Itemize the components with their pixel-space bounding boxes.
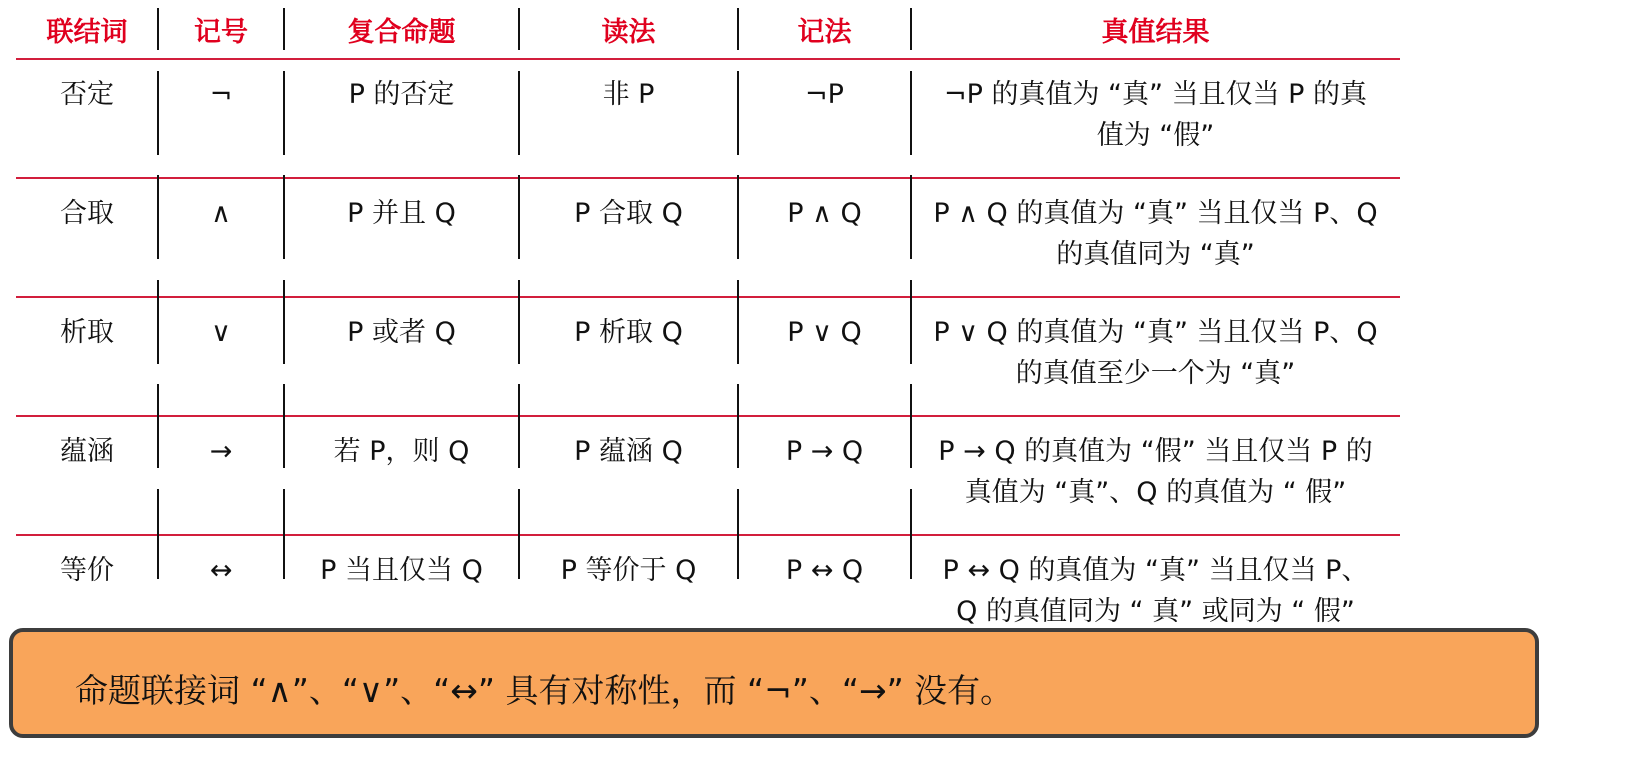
cell-symbol: ∧ xyxy=(158,178,284,297)
column-divider xyxy=(518,175,520,259)
column-divider xyxy=(910,280,912,364)
column-divider xyxy=(518,71,520,155)
column-divider xyxy=(283,8,285,50)
header-notation: 记法 xyxy=(738,0,911,59)
column-divider xyxy=(737,8,739,50)
cell-compound: P 并且 Q xyxy=(284,178,519,297)
cell-compound: P 的否定 xyxy=(284,59,519,178)
header-reading: 读法 xyxy=(519,0,738,59)
cell-truth-result: P ∧ Q 的真值为 “真” 当且仅当 P、Q 的真值同为 “真” xyxy=(911,178,1400,297)
column-divider xyxy=(518,8,520,50)
column-divider xyxy=(737,384,739,468)
cell-truth-result: P ↔ Q 的真值为 “真” 当且仅当 P、Q 的真值同为 “ 真” 或同为 “ 假” xyxy=(911,535,1400,654)
column-divider xyxy=(157,71,159,155)
cell-reading: P 析取 Q xyxy=(519,297,738,416)
column-divider xyxy=(157,489,159,579)
cell-compound: 若 P，则 Q xyxy=(284,416,519,535)
cell-symbol: ∨ xyxy=(158,297,284,416)
column-divider xyxy=(737,175,739,259)
column-divider xyxy=(518,489,520,579)
table-row xyxy=(16,297,1400,416)
cell-symbol: → xyxy=(158,416,284,535)
cell-notation: ¬P xyxy=(738,59,911,178)
symmetry-note-box xyxy=(9,628,1539,738)
column-divider xyxy=(157,8,159,50)
cell-connective: 合取 xyxy=(16,178,158,297)
column-divider xyxy=(283,280,285,364)
connectives-table-wrapper xyxy=(16,0,1400,655)
column-divider xyxy=(518,384,520,468)
table-row xyxy=(16,59,1400,178)
column-divider xyxy=(910,384,912,468)
cell-reading: 非 P xyxy=(519,59,738,178)
cell-connective: 等价 xyxy=(16,535,158,654)
column-divider xyxy=(910,8,912,50)
column-divider xyxy=(910,489,912,579)
symmetry-note-text: 命题联接词 “∧”、“∨”、“↔” 具有对称性，而 “¬”、“→” 没有。 xyxy=(75,671,1014,710)
cell-symbol: ¬ xyxy=(158,59,284,178)
cell-notation: P ∧ Q xyxy=(738,178,911,297)
column-divider xyxy=(283,384,285,468)
column-divider xyxy=(157,384,159,468)
table-header-row xyxy=(16,0,1400,59)
column-divider xyxy=(283,71,285,155)
cell-notation: P → Q xyxy=(738,416,911,535)
cell-notation: P ↔ Q xyxy=(738,535,911,654)
cell-connective: 析取 xyxy=(16,297,158,416)
cell-compound: P 当且仅当 Q xyxy=(284,535,519,654)
cell-reading: P 蕴涵 Q xyxy=(519,416,738,535)
cell-truth-result: ¬P 的真值为 “真” 当且仅当 P 的真值为 “假” xyxy=(911,59,1400,178)
column-divider xyxy=(737,280,739,364)
cell-compound: P 或者 Q xyxy=(284,297,519,416)
column-divider xyxy=(910,71,912,155)
cell-connective: 蕴涵 xyxy=(16,416,158,535)
column-divider xyxy=(157,280,159,364)
cell-notation: P ∨ Q xyxy=(738,297,911,416)
header-compound-proposition: 复合命题 xyxy=(284,0,519,59)
column-divider xyxy=(518,280,520,364)
column-divider xyxy=(283,175,285,259)
table-row xyxy=(16,178,1400,297)
column-divider xyxy=(737,71,739,155)
table-row xyxy=(16,416,1400,535)
column-divider xyxy=(737,489,739,579)
connectives-table xyxy=(16,0,1400,655)
cell-truth-result: P ∨ Q 的真值为 “真” 当且仅当 P、Q 的真值至少一个为 “真” xyxy=(911,297,1400,416)
header-truth-result: 真值结果 xyxy=(911,0,1400,59)
cell-connective: 否定 xyxy=(16,59,158,178)
column-divider xyxy=(157,175,159,259)
header-connective: 联结词 xyxy=(16,0,158,59)
column-divider xyxy=(283,489,285,579)
cell-reading: P 等价于 Q xyxy=(519,535,738,654)
header-symbol: 记号 xyxy=(158,0,284,59)
cell-truth-result: P → Q 的真值为 “假” 当且仅当 P 的真值为 “真”、Q 的真值为 “ 假” xyxy=(911,416,1400,535)
cell-reading: P 合取 Q xyxy=(519,178,738,297)
cell-symbol: ↔ xyxy=(158,535,284,654)
column-divider xyxy=(910,175,912,259)
